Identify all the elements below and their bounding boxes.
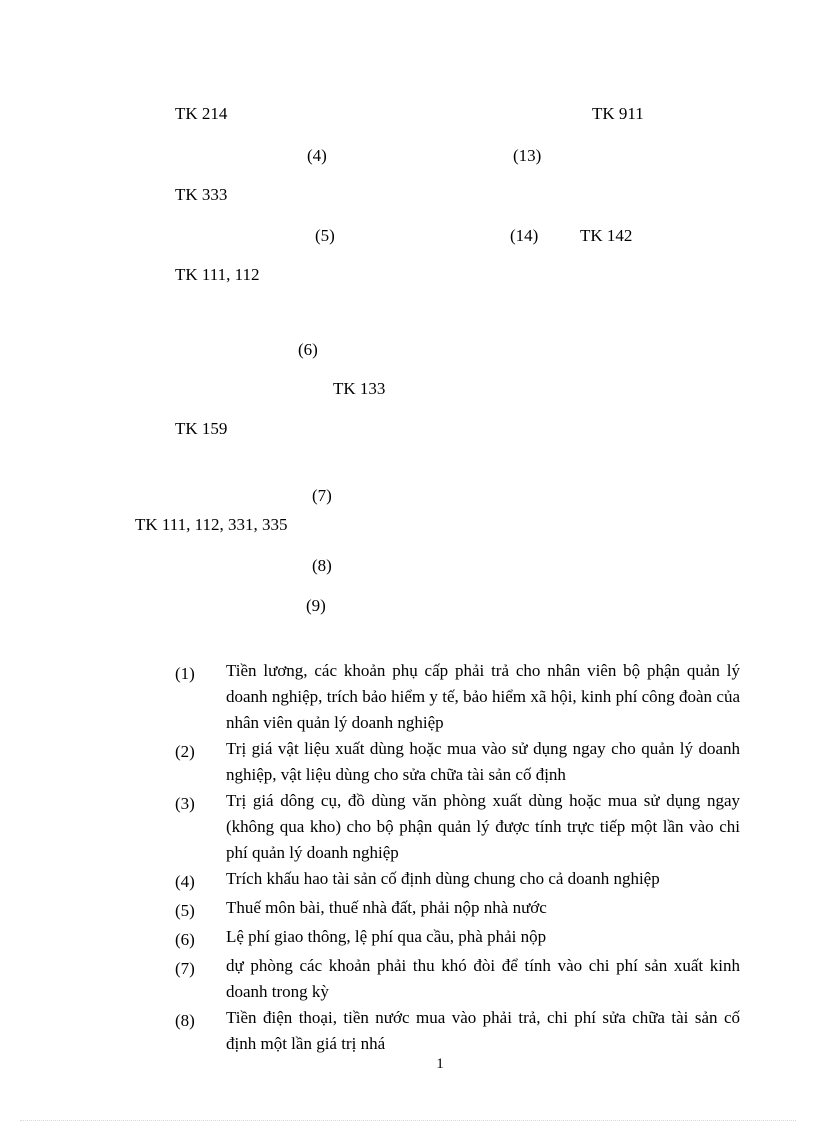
step-label-6: (6) (298, 340, 318, 359)
note-number: (3) (175, 794, 195, 813)
note-number: (5) (175, 901, 195, 920)
note-text: Trích khấu hao tài sản cố định dùng chung cho cả doanh nghiệp (226, 869, 660, 888)
note-number: (1) (175, 664, 195, 683)
note-item (175, 658, 740, 736)
note-item (175, 866, 740, 895)
step-label-13: (13) (513, 146, 542, 165)
page-edge-divider (20, 1120, 796, 1121)
account-tk133: TK 133 (333, 379, 386, 398)
note-text: Trị giá dông cụ, đồ dùng văn phòng xuất dùng hoặc mua sử dụng ngay (không qua kho) cho bộ phận quản lý được tính trực tiếp một lần vào chi phí quản lý doanh nghiệp (226, 791, 740, 862)
note-text: Tiền lương, các khoản phụ cấp phải trả cho nhân viên bộ phận quản lý doanh nghiệp, trích bảo hiểm y tế, bảo hiểm xã hội, kinh phí công đoàn của nhân viên quản lý doanh nghiệp (226, 661, 740, 732)
note-number: (6) (175, 930, 195, 949)
step-label-9: (9) (306, 596, 326, 615)
note-text: Thuế môn bài, thuế nhà đất, phải nộp nhà nước (226, 898, 547, 917)
step-label-4: (4) (307, 146, 327, 165)
note-number: (8) (175, 1011, 195, 1030)
page-number: 1 (436, 1056, 444, 1072)
note-number: (2) (175, 742, 195, 761)
note-text: Tiền điện thoại, tiền nước mua vào phải trả, chi phí sửa chữa tài sản cố định một lần giá trị nhá (226, 1008, 740, 1053)
step-label-5: (5) (315, 226, 335, 245)
note-item (175, 788, 740, 866)
account-tk142: TK 142 (580, 226, 633, 245)
note-item (175, 953, 740, 1005)
note-text: Trị giá vật liệu xuất dùng hoặc mua vào sử dụng ngay cho quản lý doanh nghiệp, vật liệu dùng cho sửa chữa tài sản cố định (226, 739, 740, 784)
account-tk333: TK 333 (175, 185, 228, 204)
note-number: (4) (175, 872, 195, 891)
note-text: dự phòng các khoản phải thu khó đòi để tính vào chi phí sản xuất kinh doanh trong kỳ (226, 956, 740, 1001)
step-label-8: (8) (312, 556, 332, 575)
note-item (175, 1005, 740, 1057)
note-text: Lệ phí giao thông, lệ phí qua cầu, phà phải nộp (226, 927, 547, 946)
account-tk111-112-331-335: TK 111, 112, 331, 335 (135, 515, 288, 534)
note-number: (7) (175, 959, 195, 978)
step-label-14: (14) (510, 226, 539, 245)
account-tk911: TK 911 (592, 104, 644, 123)
account-tk111-112: TK 111, 112 (175, 265, 260, 284)
step-label-7: (7) (312, 486, 332, 505)
note-item (175, 895, 740, 924)
note-item (175, 736, 740, 788)
note-item (175, 924, 740, 953)
account-tk159: TK 159 (175, 419, 228, 438)
notes-list (175, 658, 740, 1057)
account-tk214: TK 214 (175, 104, 228, 123)
